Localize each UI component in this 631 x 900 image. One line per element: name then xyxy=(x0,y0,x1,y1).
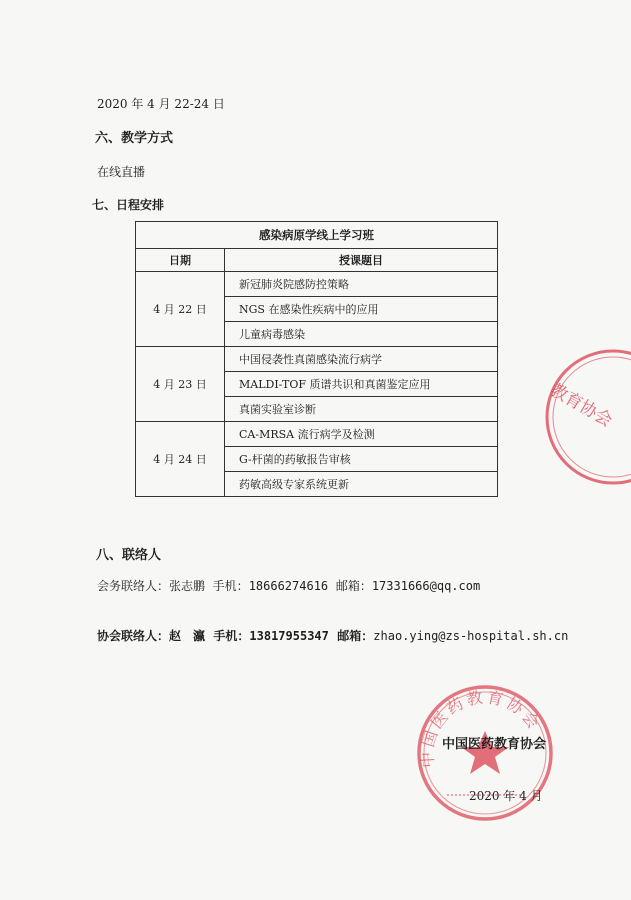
contact1-name: 张志鹏 xyxy=(169,579,206,593)
contact2-label: 协会联络人： xyxy=(97,629,170,643)
section6-heading: 六、教学方式 xyxy=(95,131,174,146)
col-topic-header: 授课题目 xyxy=(225,249,498,272)
signature-org: 中国医药教育协会 xyxy=(442,737,547,752)
date-cell: 4 月 24 日 xyxy=(136,422,225,497)
contact1-line xyxy=(97,577,480,594)
topic-cell: MALDI-TOF 质谱共识和真菌鉴定应用 xyxy=(225,372,498,397)
contact1-phone: 18666274616 xyxy=(248,579,329,593)
topic-cell: 新冠肺炎院感防控策略 xyxy=(225,272,498,297)
partial-seal-text: 教育协会 xyxy=(546,380,616,432)
date-cell: 4 月 23 日 xyxy=(136,347,225,422)
col-date-header: 日期 xyxy=(136,249,225,272)
teaching-method-text: 在线直播 xyxy=(97,165,146,179)
partial-seal-stamp xyxy=(535,345,631,485)
contact1-email-label: 邮箱： xyxy=(335,579,372,593)
schedule-table xyxy=(135,221,498,497)
contact1-phone-label: 手机： xyxy=(212,579,249,593)
table-row xyxy=(136,347,498,372)
table-row xyxy=(136,422,498,447)
contact2-phone: 13817955347 xyxy=(249,629,329,643)
contact1-email: 17331666@qq.com xyxy=(371,579,481,593)
date-cell: 4 月 22 日 xyxy=(136,272,225,347)
topic-cell: 真菌实验室诊断 xyxy=(225,397,498,422)
table-row xyxy=(136,272,498,297)
contact2-email: zhao.ying@zs-hospital.sh.cn xyxy=(373,629,569,643)
contact1-label: 会务联络人： xyxy=(97,579,170,593)
contact2-name: 赵 瀛 xyxy=(169,629,206,643)
topic-cell: CA-MRSA 流行病学及检测 xyxy=(225,422,498,447)
contact2-email-label: 邮箱： xyxy=(337,629,374,643)
section7-heading: 七、日程安排 xyxy=(92,198,165,212)
seal-arc-text: 中国医药教育协会 xyxy=(417,687,545,769)
topic-cell: G-杆菌的药敏报告审核 xyxy=(225,447,498,472)
topic-cell: NGS 在感染性疾病中的应用 xyxy=(225,297,498,322)
contact2-line xyxy=(97,627,568,644)
signature-date: 2020 年 4 月 xyxy=(469,789,543,803)
schedule-title: 感染病原学线上学习班 xyxy=(136,222,498,249)
topic-cell: 药敏高级专家系统更新 xyxy=(225,472,498,497)
contact2-phone-label: 手机： xyxy=(213,629,250,643)
topic-cell: 儿童病毒感染 xyxy=(225,322,498,347)
section8-heading: 八、联络人 xyxy=(96,548,162,563)
dates-line: 2020 年 4 月 22-24 日 xyxy=(97,97,225,111)
topic-cell: 中国侵袭性真菌感染流行病学 xyxy=(225,347,498,372)
